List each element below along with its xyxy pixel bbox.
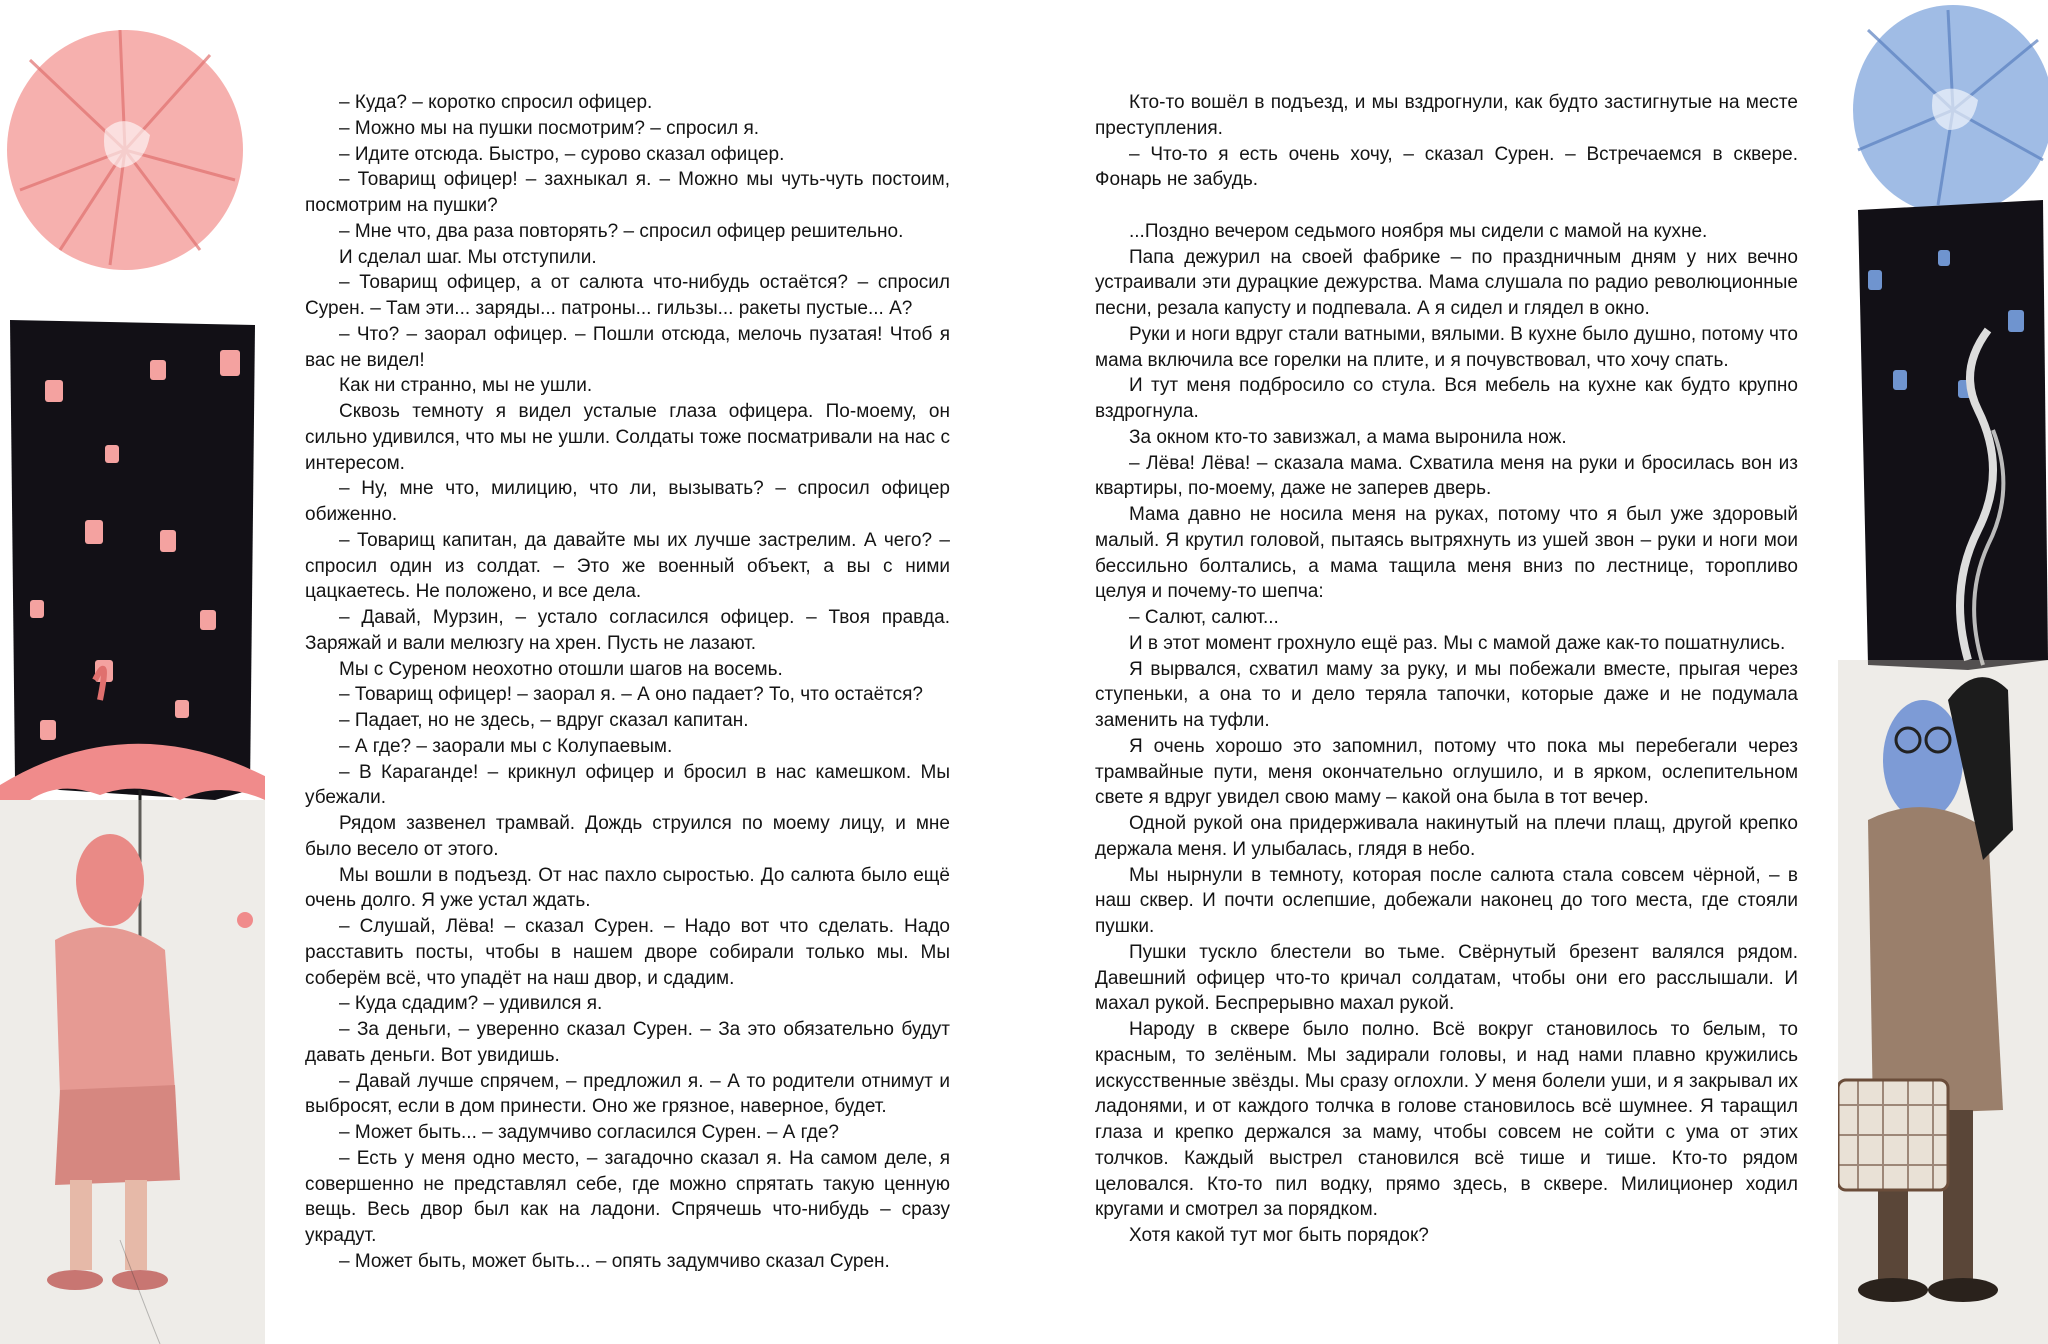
paragraph: – Салют, салют... — [1129, 607, 1279, 628]
paragraph: – Товарищ капитан, да давайте мы их лучше застрелим. А чего? – спросил один из солдат. – Это же военный объект, а вы с ними цацкаетесь. Не положено, и все дела. — [305, 529, 950, 603]
paragraph: Мы вошли в подъезд. От нас пахло сыростью. До салюта было ещё очень долго. Я уже устал ждать. — [305, 864, 950, 912]
paragraph: Хотя какой тут мог быть порядок? — [1129, 1225, 1429, 1246]
left-illustration — [0, 0, 265, 1344]
paragraph: – А где? – заорали мы с Колупаевым. — [339, 735, 673, 757]
paragraph: Мы с Суреном неохотно отошли шагов на восемь. — [339, 658, 783, 680]
section-start-paragraph: ...Поздно вечером седьмого ноября мы сидели с мамой на кухне. — [1129, 220, 1708, 242]
paragraph: – Что? – заорал офицер. – Пошли отсюда, мелочь пузатая! Чтоб я вас не видел! — [305, 323, 950, 371]
paragraph: Папа дежурил на своей фабрике – по праздничным дням у них вечно устраивали эти дурацкие дежурства. Мама слушала по радио революционные песни, резала капусту и подпевала. А я сидел и глядел в окно. — [1095, 246, 1798, 319]
paragraph: – Товарищ офицер! – захныкал я. – Можно мы чуть-чуть постоим, посмотрим на пушки? — [305, 169, 950, 216]
paragraph: Рядом зазвенел трамвай. Дождь струился по моему лицу, и мне было весело от этого. — [305, 813, 950, 860]
paragraph: За окном кто-то завизжал, а мама выронила нож. — [1129, 426, 1567, 448]
paragraph: – Давай лучше спрячем, – предложил я. – А то родители отнимут и выбросят, если в дом принести. Оно же грязное, наверное, будет. — [305, 1070, 950, 1118]
paragraph: – Куда сдадим? – удивился я. — [339, 993, 603, 1015]
paragraph: Пушки тускло блестели во тьме. Свёрнутый брезент валялся рядом. Давешний офицер что-то кричал солдатам, чтобы они его расслышали. И махал рукой. Беспрерывно махал рукой. — [1095, 941, 1798, 1015]
paragraph: – Идите отсюда. Быстро, – сурово сказал офицер. — [339, 143, 785, 165]
paragraph: – Товарищ офицер! – заорал я. – А оно падает? То, что остаётся? — [339, 684, 923, 706]
paragraph: – Падает, но не здесь, – вдруг сказал капитан. — [339, 710, 749, 731]
paragraph: – В Караганде! – крикнул офицер и бросил в нас камешком. Мы убежали. — [305, 761, 950, 809]
paragraph: – Может быть, может быть... – опять задумчиво сказал Сурен. — [339, 1250, 890, 1272]
paragraph: Руки и ноги вдруг стали ватными, вялыми. В кухне было душно, потому что мама включила все горелки на плите, и я почувствовал, что хочу спать. — [1095, 323, 1798, 371]
left-page-text — [305, 90, 950, 1275]
paragraph: Одной рукой она придерживала накинутый на плечи плащ, другой крепко держала меня. И улыбалась, глядя в небо. — [1095, 813, 1798, 860]
paragraph: Народу в сквере было полно. Всё вокруг становилось то белым, то красным, то зелёным. Мы задирали головы, и над нами плавно кружились искусственные звёзды. Мы сразу оглохли. У меня болели уши, и я закрывал их ладонями, и от каждого толчка в голове становилось всё шумнее. Я таращил глаза и крепко держался за маму, чтобы совсем не сойти с ума от этих толчков. Каждый выстрел становился всё тише и тише. Кто-то рядом целовался. Кто-то пил водку, прямо здесь, в сквере. Милиционер ходил кругами и смотрел за порядком. — [1095, 1019, 1798, 1221]
paragraph: Мы нырнули в темноту, которая после салюта стала совсем чёрной, – в наш сквер. И почти ослепшие, добежали наконец до того места, где стояли пушки. — [1095, 864, 1798, 937]
suitcase-icon — [1838, 1080, 1948, 1190]
paragraph: И в этот момент грохнуло ещё раз. Мы с мамой даже как-то пошатнулись. — [1129, 632, 1786, 654]
paragraph: – Что-то я есть очень хочу, – сказал Сурен. – Встречаемся в сквере. Фонарь не забудь. — [1095, 143, 1798, 191]
paragraph: Сквозь темноту я видел усталые глаза офицера. По-моему, он сильно удивился, что мы не ушли. Солдаты тоже посматривали на нас с интересом. — [305, 401, 950, 474]
paragraph: Как ни странно, мы не ушли. — [339, 375, 593, 397]
paragraph: И тут меня подбросило со стула. Вся мебель на кухне как будто крупно вздрогнула. — [1095, 375, 1798, 422]
paragraph: Я вырвался, схватил маму за руку, и мы побежали вместе, прыгая через ступеньки, а она то и дело теряла тапочки, которые даже и не подумала заменить на туфли. — [1095, 658, 1798, 731]
paragraph: Я очень хорошо это запомнил, потому что пока мы перебегали через трамвайные пути, меня окончательно оглушило, и в ярком, ослепительном свете я вдруг увидел свою маму – какой она была в тот вечер. — [1095, 735, 1798, 809]
man-figure-icon — [1838, 660, 2048, 1344]
right-page-text — [1095, 90, 1798, 1249]
paragraph: – Может быть... – задумчиво согласился Сурен. – А где? — [339, 1122, 839, 1143]
paragraph: – Мне что, два раза повторять? – спросил офицер решительно. — [339, 220, 904, 242]
paragraph: – Куда? – коротко спросил офицер. — [339, 92, 653, 113]
paragraph: И сделал шаг. Мы отступили. — [339, 246, 597, 268]
paragraph: – Лёва! Лёва! – сказала мама. Схватила меня на руки и бросилась вон из квартиры, по-моему, даже не заперев дверь. — [1095, 452, 1798, 500]
red-firework-icon — [7, 30, 243, 270]
umbrella-girl-illustration — [0, 0, 265, 1344]
paragraph: Мама давно не носила меня на руках, потому что я был уже здоровый малый. Я крутил головой, пытаясь вытряхнуть из ушей звон – руки и ноги мои бессильно болтались, а мама тащила меня вниз по лестнице, торопливо целуя и почему-то шепча: — [1095, 504, 1798, 603]
paragraph: – Товарищ офицер, а от салюта что-нибудь остаётся? – спросил Сурен. – Там эти... заряды... патроны... гильзы... ракеты пустые... А? — [305, 272, 950, 319]
man-with-suitcase-illustration — [1838, 0, 2048, 1344]
paragraph: – Есть у меня одно место, – загадочно сказал я. На самом деле, я совершенно не представлял себе, где можно спрятать такую ценную вещь. Весь двор был как на ладони. Спрячешь что-нибудь – сразу украдут. — [305, 1147, 950, 1246]
girl-figure-icon — [0, 800, 265, 1344]
paragraph: – За деньги, – уверенно сказал Сурен. – За это обязательно будут давать деньги. Вот увидишь. — [305, 1019, 950, 1066]
paragraph: – Слушай, Лёва! – сказал Сурен. – Надо вот что сделать. Надо расставить посты, чтобы в нашем дворе собирали только мы. Мы соберём всё, что упадёт на наш двор, и сдадим. — [305, 916, 950, 989]
paragraph: Кто-то вошёл в подъезд, и мы вздрогнули, как будто застигнутые на месте преступления. — [1095, 92, 1798, 139]
paragraph: – Давай, Мурзин, – устало согласился офицер. – Твоя правда. Заряжай и вали мелюзгу на хрен. Пусть не лазают. — [305, 607, 950, 654]
blue-firework-icon — [1853, 5, 2048, 215]
paragraph: – Ну, мне что, милицию, что ли, вызывать? – спросил офицер обиженно. — [305, 478, 950, 525]
right-illustration — [1838, 0, 2048, 1344]
paragraph: – Можно мы на пушки посмотрим? – спросил я. — [339, 117, 760, 139]
